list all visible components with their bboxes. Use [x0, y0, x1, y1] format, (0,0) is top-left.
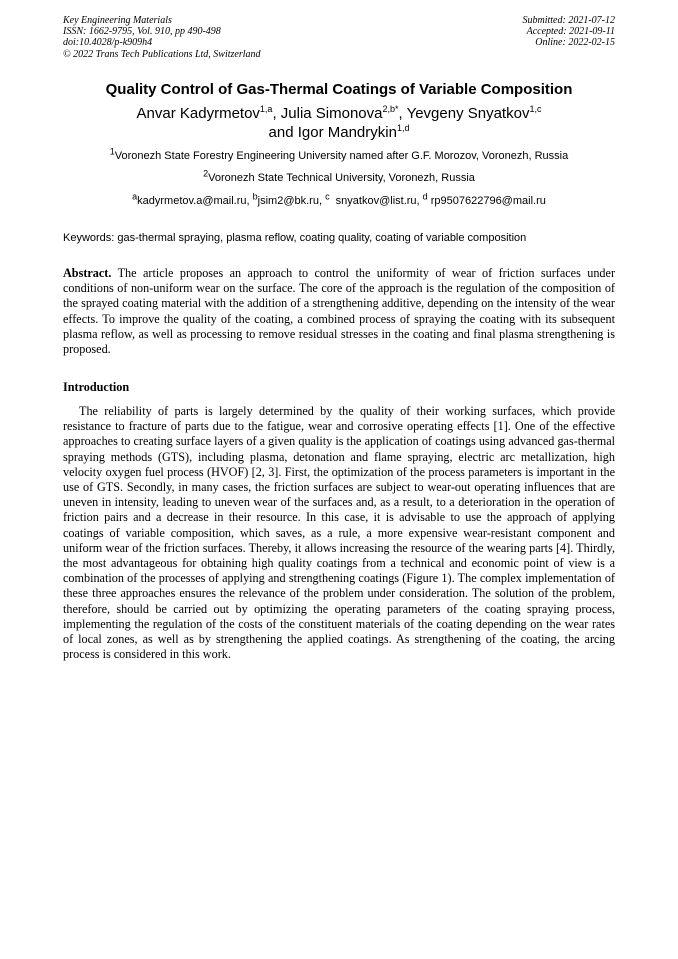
author-4-sup: 1,d — [396, 123, 410, 133]
email-b-sup: b — [252, 191, 258, 202]
author-row-1 — [0, 104, 678, 123]
publication-dates — [523, 15, 616, 49]
abstract-label: Abstract. — [63, 266, 112, 280]
introduction-paragraph: The reliability of parts is largely determined by the quality of their working surfaces, which provide resistance to fracture of parts due to the fatigue, wear and corrosive operating effects [1]. One of the effective approaches to creating surface layers of a given quality is the application of coatings using advanced gas-thermal spraying methods (GTS), including plasma, detonation and flame spraying, electric arc metallization, high velocity oxygen fuel process (HVOF) [2, 3]. First, the optimization of the process parameters is important in the use of GTS. Secondly, in many cases, the friction surfaces are subject to wear-out operating influences that are uneven in intensity, leading to uneven wear of the surfaces and, as a result, to a deterioration in the operation of friction pairs and a decrease in their resource. In this case, it is advisable to use the approach of applying coatings of variable composition, which saves, as a rule, a more expensive wear-resistant component and uniform wear of the friction surfaces. Thereby, it allows increasing the resource of the wearing parts [4]. Thirdly, the most advantageous for obtaining high quality coatings from a technical and economic point of view is a combination of the processes of applying and strengthening coatings (Figure 1). The complex implementation of these three approaches ensures the relevance of the problem under consideration. The solution of the problem, therefore, should be carried out by optimizing the operating parameters of the coating spraying process, implementing the regulation of the costs of the constituent materials of the coating depending on the wear rates of local zones, as well as by strengthening the applied coatings. As strengthening of the coating, the arcing process is considered in this work. — [63, 404, 615, 662]
author-row-2 — [0, 123, 678, 142]
affiliation-2-sup: 2 — [203, 168, 209, 179]
keywords: Keywords: gas-thermal spraying, plasma reflow, coating quality, coating of variable composition — [63, 232, 527, 244]
affiliation-1-sup: 1 — [109, 146, 115, 157]
author-1-name: Anvar Kadyrmetov — [136, 105, 260, 122]
affiliation-2 — [0, 168, 678, 184]
email-a-sup: a — [132, 191, 138, 202]
journal-doi: doi:10.4028/p-k909h4 — [63, 37, 153, 49]
author-2-name: , Julia Simonova — [272, 105, 383, 122]
journal-issn: ISSN: 1662-9795, Vol. 910, pp 490-498 — [63, 26, 221, 38]
email-b: jsim2@bk.ru, — [257, 195, 326, 207]
author-list — [0, 104, 678, 142]
journal-info — [63, 15, 261, 60]
affiliation-1-text: Voronezh State Forestry Engineering University named after G.F. Morozov, Voronezh, Russia — [114, 150, 569, 162]
paper-title: Quality Control of Gas-Thermal Coatings of Variable Composition — [105, 81, 573, 98]
abstract — [63, 266, 615, 357]
author-3-name: , Yevgeny Snyatkov — [398, 105, 530, 122]
author-4-name: and Igor Mandrykin — [268, 124, 397, 141]
affiliation-2-text: Voronezh State Technical University, Voronezh, Russia — [208, 172, 475, 184]
online-date: Online: 2022-02-15 — [535, 37, 615, 49]
author-3-sup: 1,c — [529, 104, 542, 114]
author-1-sup: 1,a — [259, 104, 273, 114]
email-a: kadyrmetov.a@mail.ru, — [137, 195, 253, 207]
email-d-sup: d — [422, 191, 428, 202]
submitted-date: Submitted: 2021-07-12 — [522, 15, 615, 26]
affiliation-1 — [0, 146, 678, 162]
author-emails — [0, 191, 678, 207]
email-c-sup: c — [325, 191, 330, 202]
journal-copyright: © 2022 Trans Tech Publications Ltd, Switzerland — [63, 48, 261, 60]
accepted-date: Accepted: 2021-09-11 — [526, 26, 615, 38]
abstract-text: The article proposes an approach to control the uniformity of wear of friction surfaces under conditions of non-uniform wear on the surface. The core of the approach is the regulation of the composition of the sprayed coating material with the addition of a strengthening additive, depending on the intensity of the wear effects. To improve the quality of the coating, a combined process of spraying the coating with its subsequent plasma reflow, as well as processing to remove residual stresses in the coating and final plasma strengthening is proposed. — [63, 266, 615, 357]
email-c: snyatkov@list.ru, — [329, 195, 423, 207]
introduction-heading: Introduction — [63, 380, 130, 394]
author-2-sup: 2,b* — [382, 104, 399, 114]
journal-name: Key Engineering Materials — [63, 15, 172, 26]
email-d: rp9507622796@mail.ru — [427, 195, 546, 207]
